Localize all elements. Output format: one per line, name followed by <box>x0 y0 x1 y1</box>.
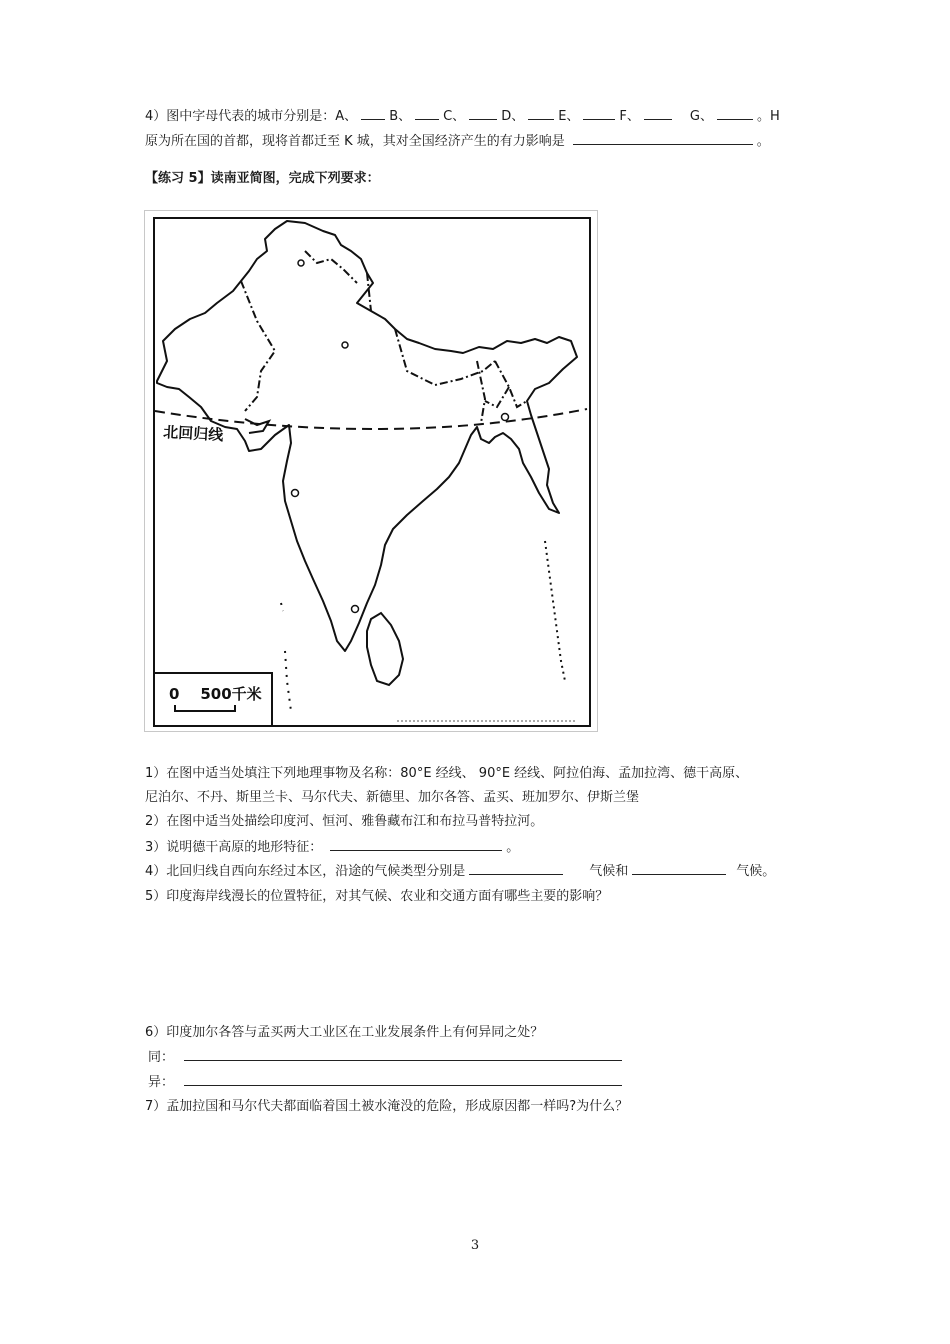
q4-letter-a: A、 <box>335 109 358 124</box>
question-2: 2）在图中适当处描绘印度河、恒河、雅鲁藏布江和布拉马普特拉河。 <box>145 814 544 829</box>
exercise-title: 【练习 5】读南亚简图，完成下列要求： <box>145 171 380 186</box>
question-7: 7）孟加拉国和马尔代夫都面临着国土被水淹没的危险，形成原因都一样吗?为什么？ <box>145 1099 629 1114</box>
tropic-label: 北回归线 <box>162 423 224 445</box>
blank-e[interactable] <box>583 107 615 120</box>
q4-line2-text: 原为所在国的首都，现将首都迁至 K 城，其对全国经济产生的有力影响是 <box>145 134 565 149</box>
scale-label: 0 500千米 <box>169 685 262 703</box>
blank-c[interactable] <box>469 107 497 120</box>
question-1-line-1: 1）在图中适当处填注下列地理事物及名称：80°E 经线、 90°E 经线、阿拉伯海、孟加拉湾、德干高原、 <box>145 766 749 781</box>
city-marker <box>342 342 348 348</box>
q4-letter-b: B、 <box>389 109 412 124</box>
q4-prefix: 4）图中字母代表的城市分别是： <box>145 109 336 124</box>
q4-line-1 <box>145 107 780 126</box>
question-4-mid: 气候和 <box>589 864 629 879</box>
q4-letter-d: D、 <box>501 109 525 124</box>
city-marker <box>298 260 304 266</box>
city-marker <box>352 606 359 613</box>
south-asia-map-svg <box>145 211 597 731</box>
question-6-diff-label: 异： <box>148 1075 175 1090</box>
question-4-prefix: 4）北回归线自西向东经过本区，沿途的气候类型分别是 <box>145 864 466 879</box>
q4-letter-c: C、 <box>443 109 466 124</box>
q4-letter-f: F、 <box>619 109 640 124</box>
question-6-same-label: 同： <box>148 1050 175 1065</box>
q4-line-2 <box>145 132 770 151</box>
question-6-same <box>148 1048 622 1067</box>
blank-climate-2[interactable] <box>632 862 726 875</box>
question-4 <box>145 862 775 881</box>
blank-g[interactable] <box>717 107 753 120</box>
question-3 <box>145 838 519 857</box>
question-6-diff <box>148 1073 622 1092</box>
question-1-line-2: 尼泊尔、不丹、斯里兰卡、马尔代夫、新德里、加尔各答、孟买、班加罗尔、伊斯兰堡 <box>145 790 640 805</box>
blank-a[interactable] <box>361 107 385 120</box>
city-marker <box>502 414 509 421</box>
question-5: 5）印度海岸线漫长的位置特征，对其气候、农业和交通方面有哪些主要的影响？ <box>145 889 609 904</box>
question-3-end: 。 <box>506 840 520 855</box>
blank-f[interactable] <box>644 107 672 120</box>
kutch-coast <box>245 419 269 433</box>
blank-d[interactable] <box>528 107 554 120</box>
andaman-islands <box>545 541 565 681</box>
page-number: 3 <box>470 1238 480 1253</box>
blank-deccan[interactable] <box>330 838 502 851</box>
blank-b[interactable] <box>415 107 439 120</box>
answer-line-diff[interactable] <box>184 1073 622 1086</box>
blank-influence[interactable] <box>573 132 753 145</box>
question-3-text: 3）说明德干高原的地形特征： <box>145 840 323 855</box>
blank-climate-1[interactable] <box>469 862 563 875</box>
sri-lanka-outline <box>367 613 403 685</box>
question-6: 6）印度加尔各答与孟买两大工业区在工业发展条件上有何异同之处？ <box>145 1025 544 1040</box>
internal-borders <box>241 251 527 423</box>
city-marker <box>292 490 299 497</box>
island-dots <box>281 603 291 711</box>
q4-letter-g: G、 <box>689 109 713 124</box>
answer-line-same[interactable] <box>184 1048 622 1061</box>
south-asia-map <box>144 210 598 732</box>
q4-suffix: 。H <box>756 109 780 124</box>
q4-line2-end: 。 <box>756 134 770 149</box>
question-4-end: 气候。 <box>736 864 776 879</box>
q4-letter-e: E、 <box>558 109 580 124</box>
